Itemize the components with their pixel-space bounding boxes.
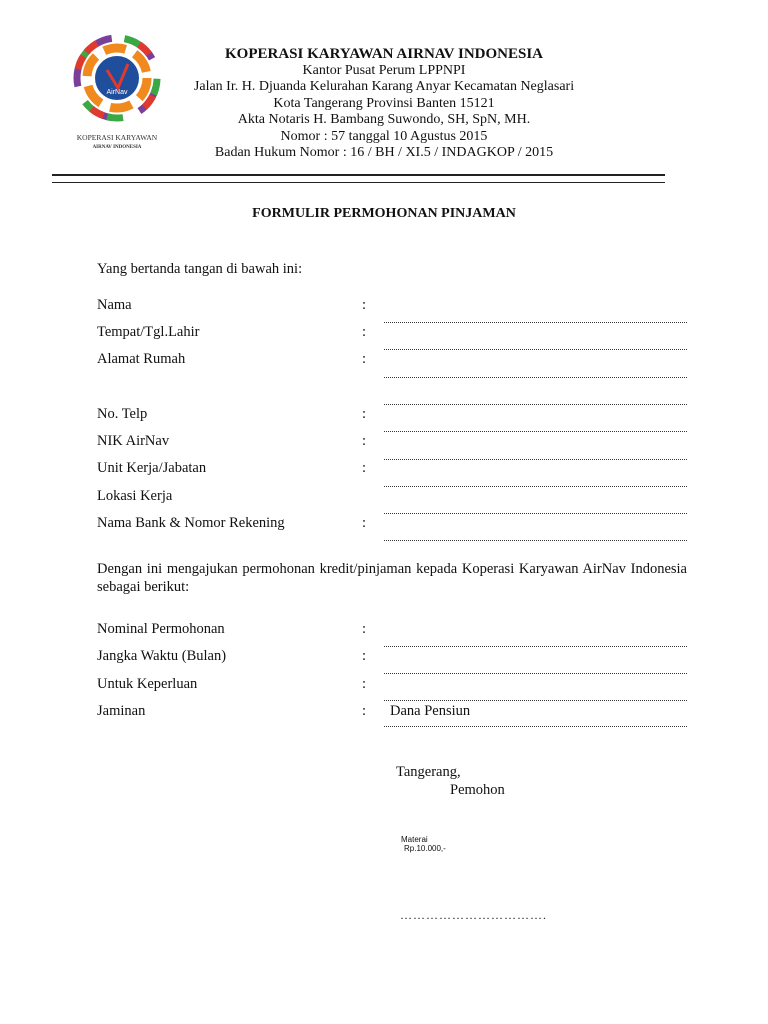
field-label-lokasi-kerja: Lokasi Kerja <box>97 488 173 504</box>
field-colon: : <box>362 297 367 313</box>
field-line-lokasi-kerja[interactable] <box>384 513 687 514</box>
letterhead-line: Nomor : 57 tanggal 10 Agustus 2015 <box>280 128 488 144</box>
loan-label-jaminan: Jaminan <box>97 703 146 719</box>
field-colon: : <box>362 621 367 637</box>
field-colon: : <box>362 406 367 422</box>
field-line-nik[interactable] <box>384 459 687 460</box>
field-colon: : <box>362 648 367 664</box>
letterhead-line: Kota Tangerang Provinsi Banten 15121 <box>273 95 495 111</box>
stamp-label: Materai <box>401 835 428 844</box>
loan-line-keperluan[interactable] <box>384 700 687 701</box>
letterhead-line: Jalan Ir. H. Djuanda Kelurahan Karang Anyar Kecamatan Neglasari <box>193 79 575 94</box>
signature-line[interactable]: ……………………………. <box>400 908 547 922</box>
logo-text: AirNav <box>106 89 128 96</box>
field-colon: : <box>362 676 367 692</box>
field-colon: : <box>362 324 367 340</box>
loan-line-jaminan[interactable] <box>384 726 687 727</box>
field-line-telp[interactable] <box>384 431 687 432</box>
field-label-tempat-tgl-lahir: Tempat/Tgl.Lahir <box>97 324 200 340</box>
field-label-unit-kerja: Unit Kerja/Jabatan <box>97 460 207 476</box>
koperasi-logo <box>62 30 172 155</box>
signature-role: Pemohon <box>450 782 505 798</box>
field-colon: : <box>362 703 367 719</box>
field-line-bank[interactable] <box>384 540 687 541</box>
request-paragraph: Dengan ini mengajukan permohonan kredit/pinjaman kepada Koperasi Karyawan AirNav Indonesia sebagai berikut: <box>97 561 687 595</box>
header-rule-thick <box>52 174 665 176</box>
letterhead-line: Akta Notaris H. Bambang Suwondo, SH, SpN, MH. <box>237 112 531 127</box>
signature-place: Tangerang, <box>396 764 461 780</box>
field-label-telp: No. Telp <box>97 406 148 422</box>
field-label-alamat: Alamat Rumah <box>97 351 186 367</box>
field-label-nik: NIK AirNav <box>97 433 170 449</box>
logo-caption-2: AIRNAV INDONESIA <box>92 145 142 150</box>
field-colon: : <box>362 351 367 367</box>
field-line-tempat-tgl-lahir[interactable] <box>384 349 687 350</box>
field-line-unit-kerja[interactable] <box>384 486 687 487</box>
loan-label-nominal: Nominal Permohonan <box>97 621 225 637</box>
loan-line-nominal[interactable] <box>384 646 687 647</box>
loan-line-jangka-waktu[interactable] <box>384 673 687 674</box>
letterhead <box>190 46 578 162</box>
letterhead-line: Kantor Pusat Perum LPPNPI <box>302 62 466 78</box>
form-title: FORMULIR PERMOHONAN PINJAMAN <box>252 206 516 221</box>
logo-caption-1: KOPERASI KARYAWAN <box>76 133 158 142</box>
field-label-nama: Nama <box>97 297 132 313</box>
stamp-amount: Rp.10.000,- <box>404 844 446 853</box>
field-colon: : <box>362 515 367 531</box>
field-colon: : <box>362 460 367 476</box>
intro-text: Yang bertanda tangan di bawah ini: <box>97 261 303 277</box>
letterhead-line: Badan Hukum Nomor : 16 / BH / XI.5 / INDAGKOP / 2015 <box>214 145 554 160</box>
loan-label-jangka-waktu: Jangka Waktu (Bulan) <box>97 648 227 664</box>
field-label-bank: Nama Bank & Nomor Rekening <box>97 515 285 531</box>
loan-value-jaminan: Dana Pensiun <box>390 703 471 719</box>
loan-label-keperluan: Untuk Keperluan <box>97 676 198 692</box>
field-line-alamat-1[interactable] <box>384 377 687 378</box>
field-colon: : <box>362 433 367 449</box>
field-line-alamat-2[interactable] <box>384 404 687 405</box>
org-name: KOPERASI KARYAWAN AIRNAV INDONESIA <box>224 46 544 62</box>
header-rule-thin <box>52 182 665 183</box>
field-line-nama[interactable] <box>384 322 687 323</box>
